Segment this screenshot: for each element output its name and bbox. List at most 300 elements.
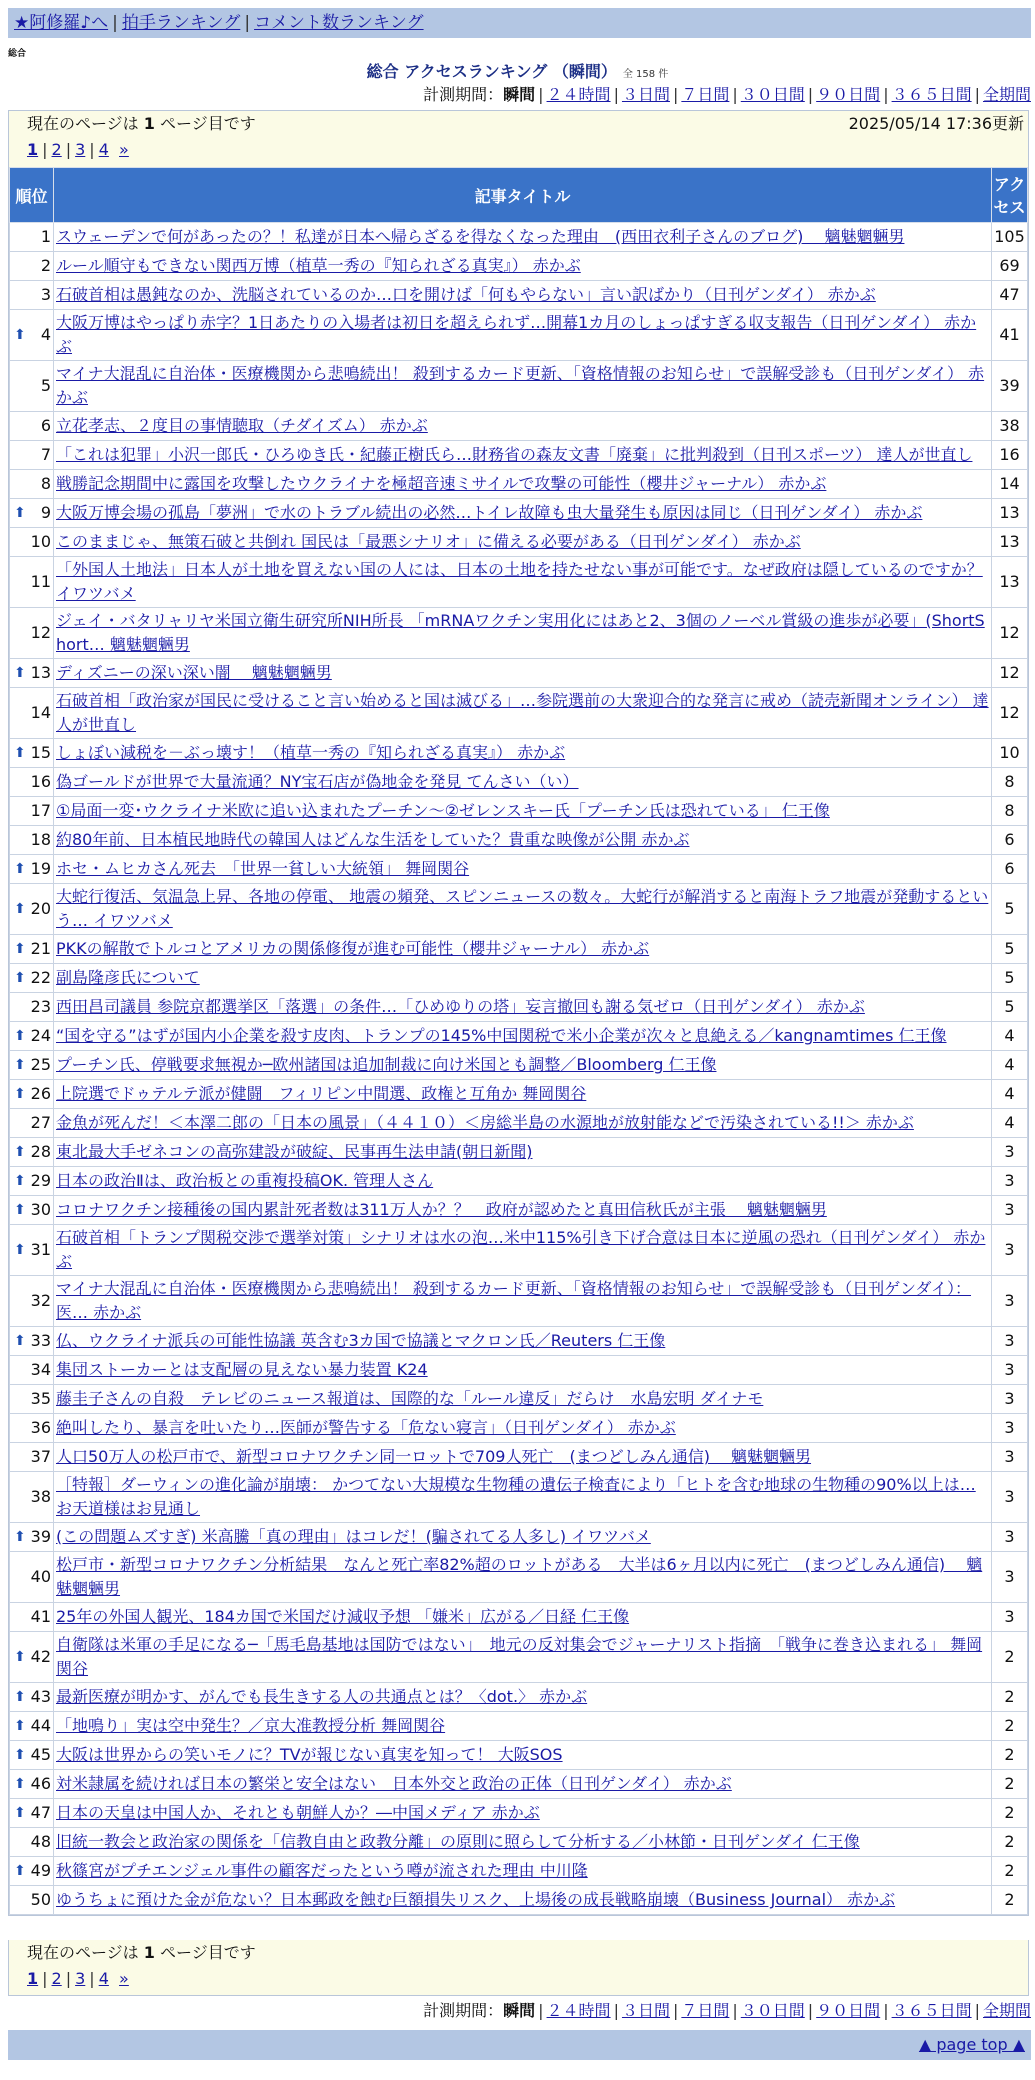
title-cell: [54, 1712, 992, 1741]
access-count: 3: [992, 1138, 1028, 1167]
title-cell: [54, 826, 992, 855]
access-count: 5: [992, 993, 1028, 1022]
article-link[interactable]: コロナワクチン接種後の国内累計死者数は311万人か？？ 政府が認めたと真田信秋氏が主張 魑魅魍魎男: [56, 1200, 827, 1219]
article-link[interactable]: 石破首相「政治家が国民に受けること言い始めると国は滅びる」…参院選前の大衆迎合的な発言に戒め（読売新聞オンライン） 達人が世直し: [56, 691, 989, 734]
article-link[interactable]: 松戸市・新型コロナワクチン分析結果 なんと死亡率82%超のロットがある 大半は6ヶ月以内に死亡 (まつどしみん通信) 魑魅魍魎男: [56, 1555, 983, 1598]
title-cell: [54, 557, 992, 608]
article-link[interactable]: プーチン氏、停戦要求無視か─欧州諸国は追加制裁に向け米国とも調整／Bloomberg 仁王像: [56, 1055, 717, 1074]
title-cell: [54, 1683, 992, 1712]
up-arrow-icon: ⬆: [14, 1776, 26, 1792]
title-cell: [54, 1356, 992, 1385]
title-cell: [54, 688, 992, 739]
rank-number: 48: [30, 1832, 51, 1851]
title-cell: [54, 310, 992, 361]
access-count: 41: [992, 310, 1028, 361]
rank-number: 44: [30, 1716, 51, 1735]
up-arrow-icon: ⬆: [14, 941, 26, 957]
rank-number: 41: [30, 1607, 51, 1626]
pager-page-1[interactable]: 1: [27, 1969, 39, 1988]
article-link[interactable]: スウェーデンで何があったの？！私達が日本へ帰らざるを得なくなった理由 (西田衣利子さんのブログ) 魑魅魍魎男: [56, 227, 905, 246]
rank-cell: [10, 1022, 54, 1051]
pager-next[interactable]: »: [119, 140, 129, 159]
table-row: [10, 1414, 1028, 1443]
access-count: 3: [992, 1276, 1028, 1327]
pager-next[interactable]: »: [119, 1969, 129, 1988]
rank-number: 42: [30, 1647, 51, 1666]
title-cell: [54, 223, 992, 252]
rank-cell: [10, 1414, 54, 1443]
title-cell: [54, 412, 992, 441]
title-cell: [54, 1080, 992, 1109]
nav-link-comment-ranking[interactable]: コメント数ランキング: [254, 13, 424, 33]
article-link[interactable]: ホセ・ムヒカさん死去 「世界一貧しい大統領」 舞岡関谷: [56, 859, 470, 878]
table-row: [10, 855, 1028, 884]
article-link[interactable]: 戦勝記念期間中に露国を攻撃したウクライナを極超音速ミサイルで攻撃の可能性（櫻井ジャーナル） 赤かぶ: [56, 474, 827, 493]
rank-cell: [10, 1385, 54, 1414]
rank-number: 35: [30, 1389, 51, 1408]
article-link[interactable]: 秋篠宮がプチエンジェル事件の顧客だったという噂が流された理由 中川隆: [56, 1861, 588, 1880]
article-link[interactable]: 仏、ウクライナ派兵の可能性協議 英含む3カ国で協議とマクロン氏／Reuters 仁王像: [56, 1331, 666, 1350]
ranking-table-box: [8, 110, 1029, 1916]
table-row: [10, 441, 1028, 470]
article-link[interactable]: しょぼい減税を－ぶっ壊す！（植草一秀の『知られざる真実』） 赤かぶ: [56, 743, 566, 762]
article-link[interactable]: マイナ大混乱に自治体・医療機関から悲鳴続出！ 殺到するカード更新、「資格情報のお知らせ」で誤解受診も（日刊ゲンダイ） 赤かぶ: [56, 364, 985, 407]
title-cell: [54, 768, 992, 797]
table-row: [10, 1327, 1028, 1356]
rank-number: 33: [30, 1331, 51, 1350]
title-cell: [54, 1741, 992, 1770]
table-row: [10, 1051, 1028, 1080]
rank-cell: [10, 1167, 54, 1196]
article-link[interactable]: 藤圭子さんの自殺 テレビのニュース報道は、国際的な「ルール違反」だらけ 水島宏明 ダイナモ: [56, 1389, 764, 1408]
rank-cell: [10, 768, 54, 797]
rank-number: 21: [30, 939, 51, 958]
rank-number: 22: [30, 968, 51, 987]
rank-number: 6: [40, 416, 51, 435]
article-link[interactable]: ディズニーの深い深い闇 魑魅魍魎男: [56, 663, 332, 682]
article-link[interactable]: 西田昌司議員 参院京都選挙区「落選」の条件…「ひめゆりの塔」妄言撤回も謝る気ゼロ（日刊ゲンダイ） 赤かぶ: [56, 997, 865, 1016]
article-link[interactable]: 金魚が死んだ！＜本澤二郎の「日本の風景」（４４１０）＜房総半島の水源地が放射能などで汚染されている!!＞ 赤かぶ: [56, 1113, 914, 1132]
table-row: [10, 412, 1028, 441]
article-link[interactable]: 約80年前、日本植民地時代の韓国人はどんな生活をしていた？貴重な映像が公開 赤かぶ: [56, 830, 690, 849]
access-count: 2: [992, 1741, 1028, 1770]
title-cell: [54, 739, 992, 768]
access-count: 13: [992, 528, 1028, 557]
pager-page-1[interactable]: 1: [27, 140, 39, 159]
article-link[interactable]: 立花孝志、２度目の事情聴取（チダイズム） 赤かぶ: [56, 416, 428, 435]
rank-number: 23: [30, 997, 51, 1016]
period-selector-top: 計測期間：瞬間 | ２４時間 | ３日間 | ７日間 | ３０日間 | ９０日間 | ３６５日間 | 全期間: [423, 85, 1031, 104]
rank-number: 2: [40, 256, 51, 275]
period-link-24h[interactable]: ２４時間: [546, 85, 611, 104]
access-count: 2: [992, 1632, 1028, 1683]
rank-number: 36: [30, 1418, 51, 1437]
up-arrow-icon: ⬆: [14, 327, 26, 343]
pager-page-2[interactable]: 2: [51, 1969, 62, 1988]
title-cell: [54, 608, 992, 659]
title-cell: [54, 884, 992, 935]
rank-number: 28: [30, 1142, 51, 1161]
title-cell: [54, 1385, 992, 1414]
rank-number: 20: [30, 899, 51, 918]
period-link-365d[interactable]: ３６５日間: [891, 85, 972, 104]
table-row: [10, 608, 1028, 659]
nav-link-clap-ranking[interactable]: 拍手ランキング: [121, 13, 241, 33]
article-link[interactable]: PKKの解散でトルコとアメリカの関係修復が進む可能性（櫻井ジャーナル） 赤かぶ: [56, 939, 650, 958]
rank-cell: [10, 1632, 54, 1683]
rank-cell: [10, 557, 54, 608]
article-link[interactable]: 日本の政治Ⅱは、政治板との重複投稿OK. 管理人さん: [56, 1171, 434, 1190]
access-count: 38: [992, 412, 1028, 441]
table-row: [10, 768, 1028, 797]
access-count: 16: [992, 441, 1028, 470]
access-count: 5: [992, 935, 1028, 964]
rank-number: 30: [30, 1200, 51, 1219]
table-row: [10, 1552, 1028, 1603]
table-row: [10, 223, 1028, 252]
rank-number: 7: [40, 445, 51, 464]
access-count: 2: [992, 1857, 1028, 1886]
rank-number: 8: [40, 474, 51, 493]
table-row: [10, 281, 1028, 310]
rank-number: 50: [30, 1890, 51, 1909]
access-count: 13: [992, 557, 1028, 608]
table-row: [10, 1196, 1028, 1225]
article-link[interactable]: 石破首相「トランプ関税交渉で選挙対策」シナリオは水の泡…米中115%引き下げ合意は日本に逆風の恐れ（日刊ゲンダイ） 赤かぶ: [56, 1228, 986, 1271]
article-link[interactable]: 25年の外国人観光、184カ国で米国だけ減収予想 「嫌米」広がる／日経 仁王像: [56, 1607, 630, 1626]
title-cell: [54, 1022, 992, 1051]
access-count: 4: [992, 1022, 1028, 1051]
article-link[interactable]: ルール順守もできない関西万博（植草一秀の『知られざる真実』） 赤かぶ: [56, 256, 581, 275]
access-count: 12: [992, 688, 1028, 739]
title-cell: [54, 855, 992, 884]
table-row: [10, 1385, 1028, 1414]
period-link-365d[interactable]: ３６５日間: [891, 2001, 972, 2020]
title-cell: [54, 1552, 992, 1603]
title-cell: [54, 1051, 992, 1080]
table-row: [10, 935, 1028, 964]
article-link[interactable]: 「これは犯罪」小沢一郎氏・ひろゆき氏・紀藤正樹氏ら…財務省の森友文書「廃棄」に批判殺到（日刊スポーツ） 達人が世直し: [56, 445, 973, 464]
rank-cell: [10, 1196, 54, 1225]
rank-number: 27: [30, 1113, 51, 1132]
rank-number: 38: [30, 1487, 51, 1506]
rank-number: 32: [30, 1291, 51, 1310]
total-count: 全 158 件: [622, 69, 669, 80]
access-count: 3: [992, 1414, 1028, 1443]
rank-cell: [10, 499, 54, 528]
table-row: [10, 1799, 1028, 1828]
article-link[interactable]: 自衛隊は米軍の手足になる─「馬毛島基地は国防ではない」 地元の反対集会でジャーナリスト指摘 「戦争に巻き込まれる」 舞岡関谷: [56, 1635, 983, 1678]
period-link-all[interactable]: 全期間: [982, 85, 1031, 104]
table-row: [10, 1712, 1028, 1741]
nav-separator: |: [112, 13, 118, 33]
rank-number: 16: [30, 772, 51, 791]
period-link-3d[interactable]: ３日間: [621, 2001, 670, 2020]
title-cell: [54, 1414, 992, 1443]
title-cell: [54, 499, 992, 528]
rank-number: 43: [30, 1687, 51, 1706]
title-cell: [54, 1167, 992, 1196]
article-link[interactable]: ゆうちょに預けた金が危ない？日本郵政を蝕む巨額損失リスク、上場後の成長戦略崩壊（Business Journal） 赤かぶ: [56, 1890, 896, 1909]
title-cell: [54, 1138, 992, 1167]
column-header-access: アクセス: [992, 168, 1028, 223]
rank-cell: [10, 935, 54, 964]
page-top-link[interactable]: ▲ page top ▲: [918, 2035, 1025, 2054]
table-row: [10, 1276, 1028, 1327]
period-link-90d[interactable]: ９０日間: [816, 2001, 881, 2020]
access-count: 5: [992, 884, 1028, 935]
article-link[interactable]: 旧統一教会と政治家の関係を「信教自由と政教分離」の原則に照らして分析する／小林節・日刊ゲンダイ 仁王像: [56, 1832, 860, 1851]
rank-number: 34: [30, 1360, 51, 1379]
table-row: [10, 1683, 1028, 1712]
table-row: [10, 1167, 1028, 1196]
period-link-30d[interactable]: ３０日間: [740, 85, 805, 104]
rank-cell: [10, 608, 54, 659]
article-link[interactable]: 対米隷属を続ければ日本の繁栄と安全はない 日本外交と政治の正体（日刊ゲンダイ） 赤かぶ: [56, 1774, 732, 1793]
rank-cell: [10, 1225, 54, 1276]
rank-number: 46: [30, 1774, 51, 1793]
column-header-title: 記事タイトル: [54, 168, 992, 223]
rank-number: 40: [30, 1567, 51, 1586]
up-arrow-icon: ⬆: [14, 1144, 26, 1160]
table-row: [10, 993, 1028, 1022]
table-row: [10, 739, 1028, 768]
rank-number: 3: [40, 285, 51, 304]
article-link[interactable]: 大阪は世界からの笑いモノに？TVが報じない真実を知って！ 大阪SOS: [56, 1745, 563, 1764]
access-count: 3: [992, 1523, 1028, 1552]
up-arrow-icon: ⬆: [14, 1333, 26, 1349]
title-cell: [54, 1799, 992, 1828]
access-count: 3: [992, 1327, 1028, 1356]
article-link[interactable]: 「外国人土地法」日本人が土地を買えない国の人には、日本の土地を持たせない事が可能です。なぜ政府は隠しているのですか？ イワツバメ: [56, 560, 983, 603]
article-link[interactable]: 大蛇行復活、気温急上昇、各地の停電、 地震の頻発、スピンニュースの数々。大蛇行が解消すると南海トラフ地震が発動するという… イワツバメ: [56, 887, 989, 930]
rank-cell: [10, 1080, 54, 1109]
rank-cell: [10, 252, 54, 281]
up-arrow-icon: ⬆: [14, 970, 26, 986]
rank-cell: [10, 310, 54, 361]
period-link-7d[interactable]: ７日間: [681, 85, 730, 104]
up-arrow-icon: ⬆: [14, 1173, 26, 1189]
rank-cell: [10, 1828, 54, 1857]
table-row: [10, 1828, 1028, 1857]
pager-page-4[interactable]: 4: [98, 1969, 109, 1988]
article-link[interactable]: 副島隆彦氏について: [56, 968, 200, 987]
access-count: 4: [992, 1051, 1028, 1080]
up-arrow-icon: ⬆: [14, 1649, 26, 1665]
article-link[interactable]: ジェイ・バタリャリヤ米国立衛生研究所NIH所長 「mRNAワクチン実用化にはあと2、3個のノーベル賞級の進歩が必要」(ShortShort… 魑魅魍魎男: [56, 611, 985, 654]
table-row: [10, 1138, 1028, 1167]
table-row: [10, 1886, 1028, 1915]
article-link[interactable]: 「地鳴り」実は空中発生？／京大准教授分析 舞岡関谷: [56, 1716, 446, 1735]
up-arrow-icon: ⬆: [14, 1202, 26, 1218]
period-label: 計測期間：: [423, 85, 504, 104]
article-link[interactable]: マイナ大混乱に自治体・医療機関から悲鳴続出！ 殺到するカード更新、「資格情報のお知らせ」で誤解受診も（日刊ゲンダイ）：医… 赤かぶ: [56, 1279, 972, 1322]
table-row: [10, 470, 1028, 499]
article-link[interactable]: 人口50万人の松戸市で、新型コロナワクチン同一ロットで709人死亡 (まつどしみん通信) 魑魅魍魎男: [56, 1447, 812, 1466]
rank-cell: [10, 855, 54, 884]
access-count: 69: [992, 252, 1028, 281]
access-count: 8: [992, 768, 1028, 797]
title-cell: [54, 993, 992, 1022]
rank-number: 4: [40, 325, 51, 344]
table-row: [10, 528, 1028, 557]
rank-cell: [10, 1443, 54, 1472]
access-count: 2: [992, 1712, 1028, 1741]
up-arrow-icon: ⬆: [14, 1028, 26, 1044]
rank-cell: [10, 826, 54, 855]
article-link[interactable]: 集団ストーカーとは支配層の見えない暴力装置 K24: [56, 1360, 428, 1379]
rank-cell: [10, 1356, 54, 1385]
article-link[interactable]: ［特報］ダーウィンの進化論が崩壊： かつてない大規模な生物種の遺伝子検査により「ヒトを含む地球の生物種の90%以上は…お天道様はお見通し: [56, 1475, 976, 1518]
title-cell: [54, 1443, 992, 1472]
rank-cell: [10, 1327, 54, 1356]
table-row: [10, 499, 1028, 528]
rank-number: 49: [30, 1861, 51, 1880]
rank-cell: [10, 1051, 54, 1080]
table-row: [10, 1225, 1028, 1276]
pager-page-4[interactable]: 4: [98, 140, 109, 159]
rank-cell: [10, 659, 54, 688]
period-link-90d[interactable]: ９０日間: [816, 85, 881, 104]
title-cell: [54, 528, 992, 557]
access-count: 6: [992, 855, 1028, 884]
article-link[interactable]: 偽ゴールドが世界で大量流通？NY宝石店が偽地金を発見 てんさい（い）: [56, 772, 579, 791]
table-row: [10, 1080, 1028, 1109]
period-link-7d[interactable]: ７日間: [681, 2001, 730, 2020]
nav-separator: |: [244, 13, 251, 33]
rank-cell: [10, 1109, 54, 1138]
access-count: 8: [992, 797, 1028, 826]
access-count: 2: [992, 1770, 1028, 1799]
table-row: [10, 797, 1028, 826]
rank-number: 39: [30, 1527, 51, 1546]
title-cell: [54, 1472, 992, 1523]
up-arrow-icon: ⬆: [14, 1689, 26, 1705]
title-cell: [54, 1886, 992, 1915]
title-cell: [54, 935, 992, 964]
page-indicator-bottom: 現在のページは 1 ページ目です: [27, 1943, 256, 1962]
up-arrow-icon: ⬆: [14, 1529, 26, 1545]
rank-number: 25: [30, 1055, 51, 1074]
rank-cell: [10, 688, 54, 739]
rank-cell: [10, 1523, 54, 1552]
table-row: [10, 1741, 1028, 1770]
access-count: 2: [992, 1683, 1028, 1712]
rank-cell: [10, 1552, 54, 1603]
nav-link-asyura[interactable]: ★阿修羅♪へ: [14, 13, 109, 33]
rank-number: 47: [30, 1803, 51, 1822]
rank-number: 29: [30, 1171, 51, 1190]
article-link[interactable]: (この問題ムズすぎ) 米高騰「真の理由」はコレだ！(騙されてる人多し) イワツバメ: [56, 1527, 651, 1546]
up-arrow-icon: ⬆: [14, 745, 26, 761]
rank-number: 15: [30, 743, 51, 762]
title-cell: [54, 1225, 992, 1276]
up-arrow-icon: ⬆: [14, 505, 26, 521]
rank-cell: [10, 1683, 54, 1712]
up-arrow-icon: ⬆: [14, 1057, 26, 1073]
rank-number: 1: [40, 227, 51, 246]
rank-cell: [10, 470, 54, 499]
table-row: [10, 1632, 1028, 1683]
article-link[interactable]: 最新医療が明かす、がんでも長生きする人の共通点とは？〈dot.〉 赤かぶ: [56, 1687, 588, 1706]
article-link[interactable]: 大阪万博はやっぱり赤字？1日あたりの入場者は初日を超えられず…開幕1カ月のしょっぱすぎる収支報告（日刊ゲンダイ） 赤かぶ: [56, 313, 977, 356]
rank-cell: [10, 441, 54, 470]
rank-cell: [10, 412, 54, 441]
rank-cell: [10, 1741, 54, 1770]
rank-cell: [10, 1712, 54, 1741]
pager-page-3[interactable]: 3: [75, 140, 86, 159]
article-link[interactable]: “国を守る”はずが国内小企業を殺す皮肉、トランプの145%中国関税で米小企業が次々と息絶える／kangnamtimes 仁王像: [56, 1026, 947, 1045]
rank-number: 13: [30, 663, 51, 682]
access-count: 3: [992, 1356, 1028, 1385]
access-count: 5: [992, 964, 1028, 993]
rank-cell: [10, 1770, 54, 1799]
up-arrow-icon: ⬆: [14, 861, 26, 877]
footer-bar: [8, 2030, 1031, 2060]
article-link[interactable]: 上院選でドゥテルテ派が健闘 フィリピン中間選、政権と互角か 舞岡関谷: [56, 1084, 587, 1103]
up-arrow-icon: ⬆: [14, 901, 26, 917]
pager-bottom: 1 | 2 | 3 | 4 »: [27, 1969, 129, 1988]
article-link[interactable]: 大阪万博会場の孤島「夢洲」で水のトラブル続出の必然…トイレ故障も虫大量発生も原因は同じ（日刊ゲンダイ） 赤かぶ: [56, 503, 923, 522]
category-label: 総合: [8, 49, 27, 59]
rank-cell: [10, 993, 54, 1022]
rank-number: 37: [30, 1447, 51, 1466]
table-row: [10, 1857, 1028, 1886]
table-row: [10, 361, 1028, 412]
title-cell: [54, 441, 992, 470]
rank-number: 9: [40, 503, 51, 522]
up-arrow-icon: ⬆: [14, 1863, 26, 1879]
rank-number: 10: [30, 532, 51, 551]
page-indicator: 現在のページは 1 ページ目です: [27, 114, 256, 133]
pager-page-3[interactable]: 3: [75, 1969, 86, 1988]
table-row: [10, 557, 1028, 608]
rank-cell: [10, 797, 54, 826]
title-cell: [54, 1857, 992, 1886]
rank-number: 24: [30, 1026, 51, 1045]
period-link-3d[interactable]: ３日間: [621, 85, 670, 104]
title-cell: [54, 281, 992, 310]
pager-page-2[interactable]: 2: [51, 140, 62, 159]
period-link-24h[interactable]: ２４時間: [546, 2001, 611, 2020]
access-count: 3: [992, 1167, 1028, 1196]
title-cell: [54, 361, 992, 412]
period-link-30d[interactable]: ３０日間: [740, 2001, 805, 2020]
up-arrow-icon: ⬆: [14, 1805, 26, 1821]
title-cell: [54, 1327, 992, 1356]
ranking-table: [9, 167, 1028, 1915]
table-row: [10, 884, 1028, 935]
article-link[interactable]: このままじゃ、無策石破と共倒れ 国民は「最悪シナリオ」に備える必要がある（日刊ゲンダイ） 赤かぶ: [56, 532, 801, 551]
access-count: 12: [992, 608, 1028, 659]
rank-number: 5: [40, 376, 51, 395]
article-link[interactable]: 絶叫したり、暴言を吐いたり…医師が警告する「危ない寝言」（日刊ゲンダイ） 赤かぶ: [56, 1418, 676, 1437]
article-link[interactable]: 日本の天皇は中国人か、それとも朝鮮人か？―中国メディア 赤かぶ: [56, 1803, 540, 1822]
rank-number: 31: [30, 1240, 51, 1259]
article-link[interactable]: 東北最大手ゼネコンの高弥建設が破綻、民事再生法申請(朝日新聞): [56, 1142, 533, 1161]
up-arrow-icon: ⬆: [14, 1242, 26, 1258]
title-cell: [54, 1828, 992, 1857]
access-count: 12: [992, 659, 1028, 688]
article-link[interactable]: ①局面一変･ウクライナ米欧に追い込まれたプーチン～②ゼレンスキー氏「プーチン氏は恐れている」 仁王像: [56, 801, 830, 820]
access-count: 2: [992, 1799, 1028, 1828]
access-count: 3: [992, 1552, 1028, 1603]
access-count: 105: [992, 223, 1028, 252]
period-link-all[interactable]: 全期間: [982, 2001, 1031, 2020]
rank-cell: [10, 1472, 54, 1523]
table-row: [10, 964, 1028, 993]
article-link[interactable]: 石破首相は愚鈍なのか、洗脳されているのか…口を開けば「何もやらない」言い訳ばかり（日刊ゲンダイ） 赤かぶ: [56, 285, 876, 304]
